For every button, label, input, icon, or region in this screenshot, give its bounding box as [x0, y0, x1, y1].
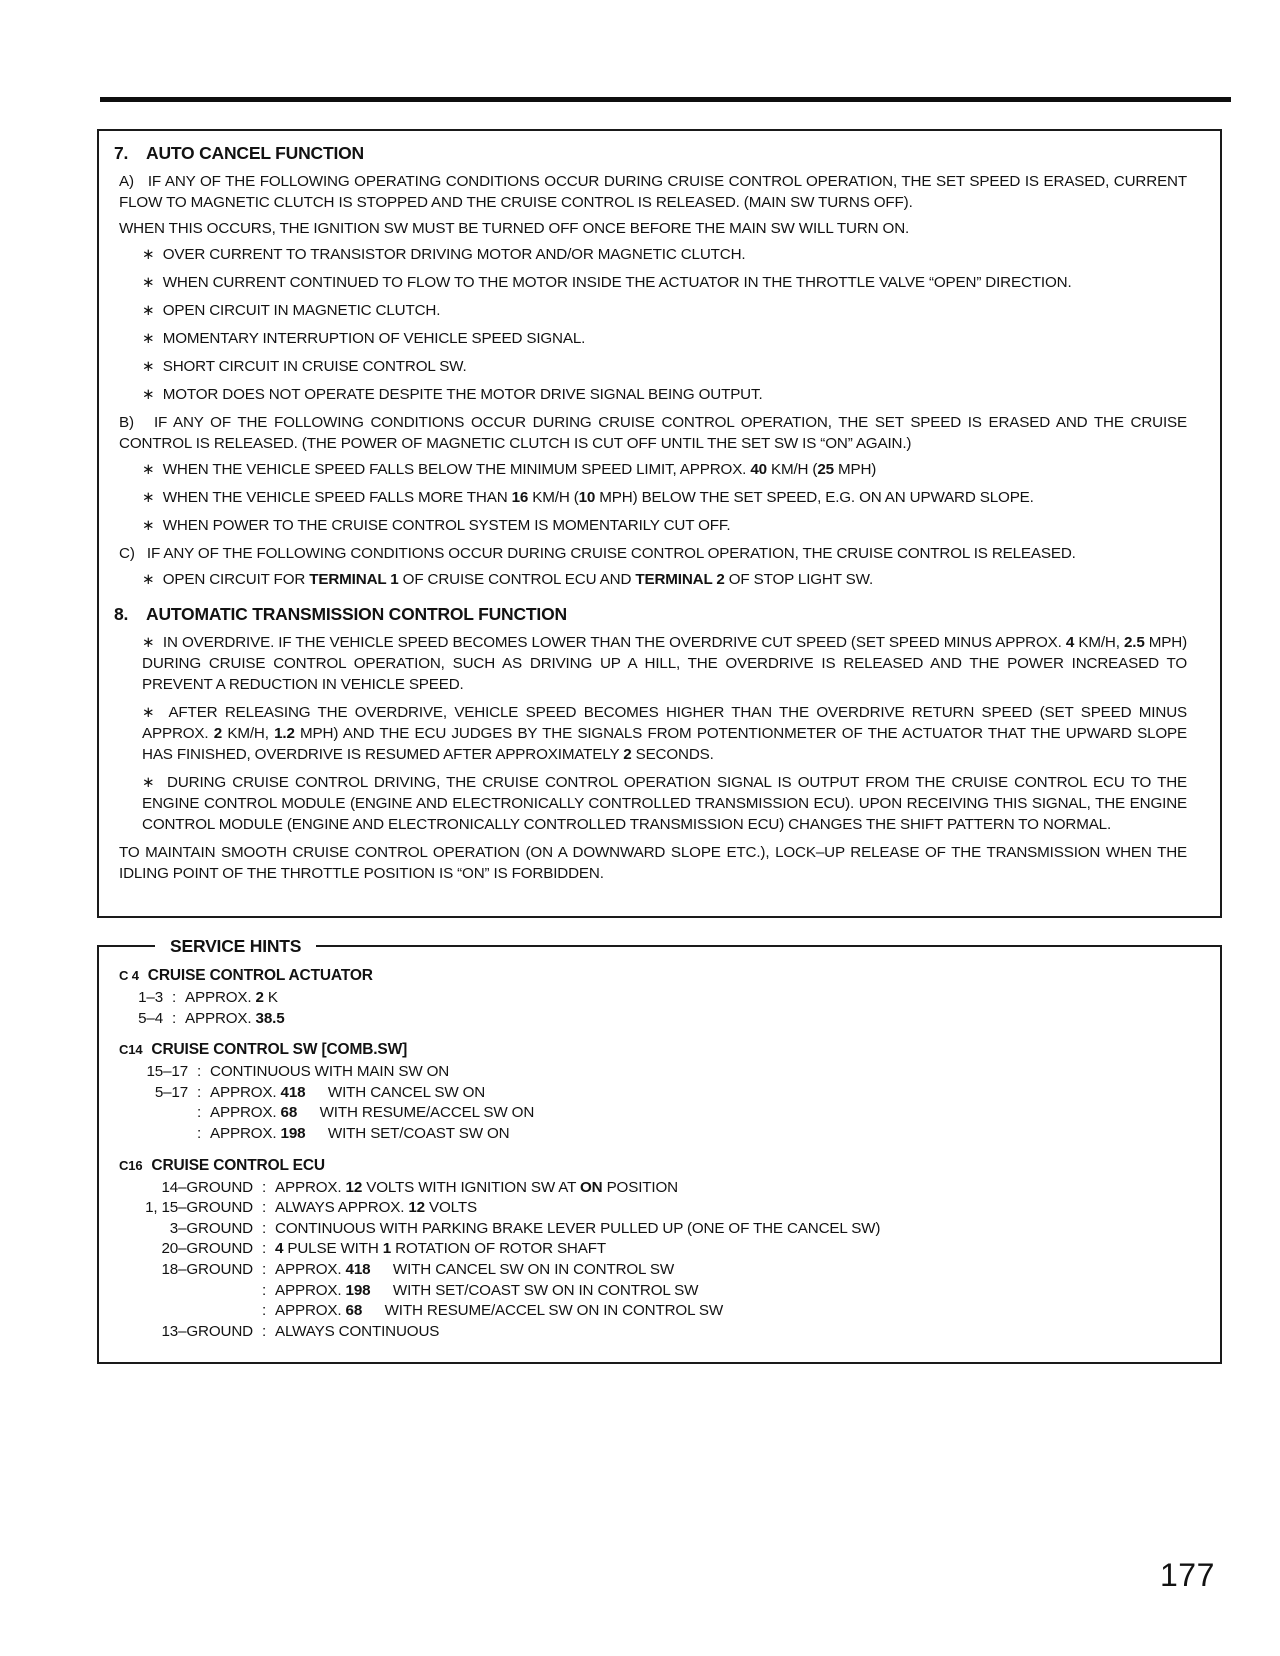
bullet-item: ∗ WHEN THE VEHICLE SPEED FALLS BELOW THE MINIMUM SPEED LIMIT, APPROX. 40 KM/H (25 MPH) — [142, 461, 877, 478]
hint-value: ALWAYS CONTINUOUS — [275, 1322, 440, 1340]
asterisk-bullet-icon: ∗ — [142, 274, 155, 291]
bullet-item: ∗ OPEN CIRCUIT IN MAGNETIC CLUTCH. — [142, 302, 441, 319]
hint-terminal-label: 1–3 — [138, 989, 163, 1006]
bullet-item: ∗ OPEN CIRCUIT FOR TERMINAL 1 OF CRUISE CONTROL ECU AND TERMINAL 2 OF STOP LIGHT SW. — [142, 571, 874, 588]
hint-value: APPROX. 198 WITH SET/COAST SW ON IN CONTROL SW — [275, 1281, 699, 1299]
hint-value: APPROX. 68 WITH RESUME/ACCEL SW ON IN CONTROL SW — [275, 1302, 724, 1320]
bullet-item: ∗ WHEN THE VEHICLE SPEED FALLS MORE THAN 16 KM/H (10 MPH) BELOW THE SET SPEED, E.G. ON AN UPWARD SLOPE. — [142, 489, 1034, 506]
asterisk-bullet-icon: ∗ — [142, 774, 155, 791]
hint-row — [119, 1198, 1187, 1219]
hint-value: APPROX. 198 WITH SET/COAST SW ON — [210, 1124, 510, 1142]
hint-colon: : — [196, 1104, 202, 1122]
asterisk-bullet-icon: ∗ — [142, 634, 155, 651]
bullet-item: ∗ WHEN CURRENT CONTINUED TO FLOW TO THE MOTOR INSIDE THE ACTUATOR IN THE THROTTLE VALVE “OPEN” DIRECTION. — [142, 274, 1072, 291]
asterisk-bullet-icon: ∗ — [142, 461, 155, 478]
paragraph: B) IF ANY OF THE FOLLOWING CONDITIONS OCCUR DURING CRUISE CONTROL OPERATION, THE SET SPEED IS ERASED AND THE CRUISE CONTROL IS RELEASED. (THE POWER OF MAGNETIC CLUTCH IS CUT OFF UNTIL THE SET SW IS “ON” AGAIN.) — [119, 414, 1187, 452]
hint-group — [119, 1155, 1187, 1343]
asterisk-bullet-icon: ∗ — [142, 571, 155, 588]
connector-code: C 4 — [119, 968, 139, 983]
hint-value: APPROX. 68 WITH RESUME/ACCEL SW ON — [210, 1104, 535, 1122]
hint-group — [119, 1039, 1187, 1144]
asterisk-bullet-icon: ∗ — [142, 489, 155, 506]
hint-colon: : — [261, 1281, 267, 1299]
hint-row — [119, 1062, 1187, 1083]
connector-code: C16 — [119, 1157, 143, 1173]
hint-terminal-label: 15–17 — [146, 1063, 188, 1081]
paragraph: WHEN THIS OCCURS, THE IGNITION SW MUST BE TURNED OFF ONCE BEFORE THE MAIN SW WILL TURN ON. — [119, 220, 910, 237]
bullet-item: ∗ OVER CURRENT TO TRANSISTOR DRIVING MOTOR AND/OR MAGNETIC CLUTCH. — [142, 246, 746, 263]
asterisk-bullet-icon: ∗ — [142, 246, 155, 263]
hint-terminal-label: 5–4 — [138, 1009, 163, 1027]
hint-row — [119, 1239, 1187, 1260]
bullet-item: ∗ AFTER RELEASING THE OVERDRIVE, VEHICLE SPEED BECOMES HIGHER THAN THE OVERDRIVE RETURN SPEED (SET SPEED MINUS APPROX. 2 KM/H, 1.2 MPH) AND THE ECU JUDGES BY THE SIGNALS FROM POTENTIONMETER OF THE ACTUATOR THAT THE UPWARD SLOPE HAS FINISHED, OVERDRIVE IS RESUMED AFTER APPROXIMATELY 2 SECONDS. — [142, 704, 1188, 763]
paragraph: C) IF ANY OF THE FOLLOWING CONDITIONS OCCUR DURING CRUISE CONTROL OPERATION, THE CRUISE CONTROL IS RELEASED. — [119, 545, 1076, 562]
service-hints-groups — [119, 965, 1187, 1342]
hint-colon: : — [261, 1260, 267, 1278]
bullet-item: ∗ DURING CRUISE CONTROL DRIVING, THE CRUISE CONTROL OPERATION SIGNAL IS OUTPUT FROM THE CRUISE CONTROL ECU TO THE ENGINE CONTROL MODULE (ENGINE AND ELECTRONICALLY CONTROLLED TRANSMISSION ECU). UPON RECEIVING THIS SIGNAL, THE ENGINE CONTROL MODULE (ENGINE AND ELECTRONICALLY CONTROLLED TRANSMISSION ECU) CHANGES THE SHIFT PATTERN TO NORMAL. — [142, 774, 1187, 833]
hint-row — [119, 1124, 1187, 1145]
hint-terminal-label — [119, 1301, 253, 1322]
hint-colon: : — [196, 1083, 202, 1101]
hint-terminal-label: 3–GROUND — [169, 1219, 253, 1237]
hint-row — [119, 1322, 1187, 1343]
hint-terminal-label: 20–GROUND — [161, 1240, 253, 1258]
hint-colon: : — [261, 1240, 267, 1258]
connector-title: CRUISE CONTROL ACTUATOR — [147, 967, 373, 984]
bullet-item: ∗ SHORT CIRCUIT IN CRUISE CONTROL SW. — [142, 358, 467, 375]
bullet-item: ∗ WHEN POWER TO THE CRUISE CONTROL SYSTEM IS MOMENTARILY CUT OFF. — [142, 517, 731, 534]
hint-value: ALWAYS APPROX. 12 VOLTS — [275, 1199, 477, 1217]
section-number: 8. — [114, 604, 129, 624]
hint-colon: : — [261, 1219, 267, 1237]
hint-row — [119, 1103, 1187, 1124]
hint-row — [119, 1301, 1187, 1322]
page-number: 177 — [1160, 1557, 1215, 1593]
bullet-item: ∗ IN OVERDRIVE. IF THE VEHICLE SPEED BECOMES LOWER THAN THE OVERDRIVE CUT SPEED (SET SPEED MINUS APPROX. 4 KM/H, 2.5 MPH) DURING CRUISE CONTROL OPERATION, SUCH AS DRIVING UP A HILL, THE OVERDRIVE IS RELEASED AND THE POWER INCREASED TO PREVENT A REDUCTION IN VEHICLE SPEED. — [142, 634, 1187, 693]
hint-terminal-label — [119, 1281, 253, 1302]
hint-group — [119, 965, 1187, 1029]
hint-terminal-label: 18–GROUND — [161, 1260, 253, 1278]
hint-row — [119, 1178, 1187, 1199]
hint-terminal-label: 13–GROUND — [161, 1322, 253, 1340]
section-heading — [114, 604, 1187, 625]
hint-terminal-label: 14–GROUND — [161, 1178, 253, 1196]
hint-group-header — [119, 965, 1187, 986]
page-content — [0, 129, 1280, 1364]
asterisk-bullet-icon: ∗ — [142, 358, 155, 375]
hint-value: CONTINUOUS WITH MAIN SW ON — [210, 1063, 450, 1081]
section-heading — [114, 143, 1187, 164]
hint-value: 4 PULSE WITH 1 ROTATION OF ROTOR SHAFT — [275, 1240, 606, 1258]
hint-colon: : — [171, 989, 177, 1006]
content-box — [97, 129, 1222, 918]
hint-row — [119, 988, 1187, 1009]
asterisk-bullet-icon: ∗ — [142, 302, 155, 319]
hint-value: APPROX. 2 K — [185, 989, 278, 1006]
hint-row — [119, 1219, 1187, 1240]
paragraph: A) IF ANY OF THE FOLLOWING OPERATING CONDITIONS OCCUR DURING CRUISE CONTROL OPERATION, THE SET SPEED IS ERASED, CURRENT FLOW TO MAGNETIC CLUTCH IS STOPPED AND THE CRUISE CONTROL IS RELEASED. (MAIN SW TURNS OFF). — [119, 173, 1187, 211]
hint-value: APPROX. 418 WITH CANCEL SW ON IN CONTROL SW — [275, 1260, 675, 1278]
section-title: AUTO CANCEL FUNCTION — [146, 143, 364, 163]
service-hints-box — [97, 936, 1222, 1364]
connector-title: CRUISE CONTROL ECU — [151, 1156, 325, 1174]
hint-terminal-label — [119, 1103, 188, 1124]
hint-colon: : — [261, 1199, 267, 1217]
hint-value: APPROX. 12 VOLTS WITH IGNITION SW AT ON POSITION — [275, 1178, 678, 1196]
hint-colon: : — [261, 1322, 267, 1340]
asterisk-bullet-icon: ∗ — [142, 517, 155, 534]
asterisk-bullet-icon: ∗ — [142, 386, 155, 403]
service-hints-title: SERVICE HINTS — [155, 934, 316, 958]
hint-row — [119, 1260, 1187, 1281]
hint-colon: : — [261, 1302, 267, 1320]
hint-row — [119, 1281, 1187, 1302]
asterisk-bullet-icon: ∗ — [142, 704, 155, 721]
hint-colon: : — [261, 1178, 267, 1196]
bullet-item: ∗ MOMENTARY INTERRUPTION OF VEHICLE SPEED SIGNAL. — [142, 330, 586, 347]
hint-group-header — [119, 1155, 1187, 1176]
section-number: 7. — [114, 143, 129, 163]
hint-colon: : — [171, 1009, 177, 1027]
connector-code: C14 — [119, 1042, 143, 1058]
connector-title: CRUISE CONTROL SW [COMB.SW] — [151, 1041, 408, 1059]
hint-terminal-label: 1, 15–GROUND — [145, 1199, 253, 1217]
hint-row — [119, 1009, 1187, 1030]
hint-terminal-label — [119, 1124, 188, 1145]
page-top-rule — [100, 97, 1231, 102]
sections — [114, 143, 1188, 884]
bullet-item: ∗ MOTOR DOES NOT OPERATE DESPITE THE MOTOR DRIVE SIGNAL BEING OUTPUT. — [142, 386, 763, 403]
section-title: AUTOMATIC TRANSMISSION CONTROL FUNCTION — [146, 604, 567, 624]
hint-terminal-label: 5–17 — [154, 1083, 188, 1101]
hint-row — [119, 1083, 1187, 1104]
asterisk-bullet-icon: ∗ — [142, 330, 155, 347]
hint-colon: : — [196, 1063, 202, 1081]
hint-value: APPROX. 38.5 — [185, 1009, 285, 1027]
hint-value: APPROX. 418 WITH CANCEL SW ON — [210, 1083, 486, 1101]
hint-colon: : — [196, 1124, 202, 1142]
hint-value: CONTINUOUS WITH PARKING BRAKE LEVER PULLED UP (ONE OF THE CANCEL SW) — [275, 1219, 881, 1237]
paragraph: TO MAINTAIN SMOOTH CRUISE CONTROL OPERATION (ON A DOWNWARD SLOPE ETC.), LOCK–UP RELEASE OF THE TRANSMISSION WHEN THE IDLING POINT OF THE THROTTLE POSITION IS “ON” IS FORBIDDEN. — [119, 844, 1187, 882]
hint-group-header — [119, 1039, 1187, 1060]
